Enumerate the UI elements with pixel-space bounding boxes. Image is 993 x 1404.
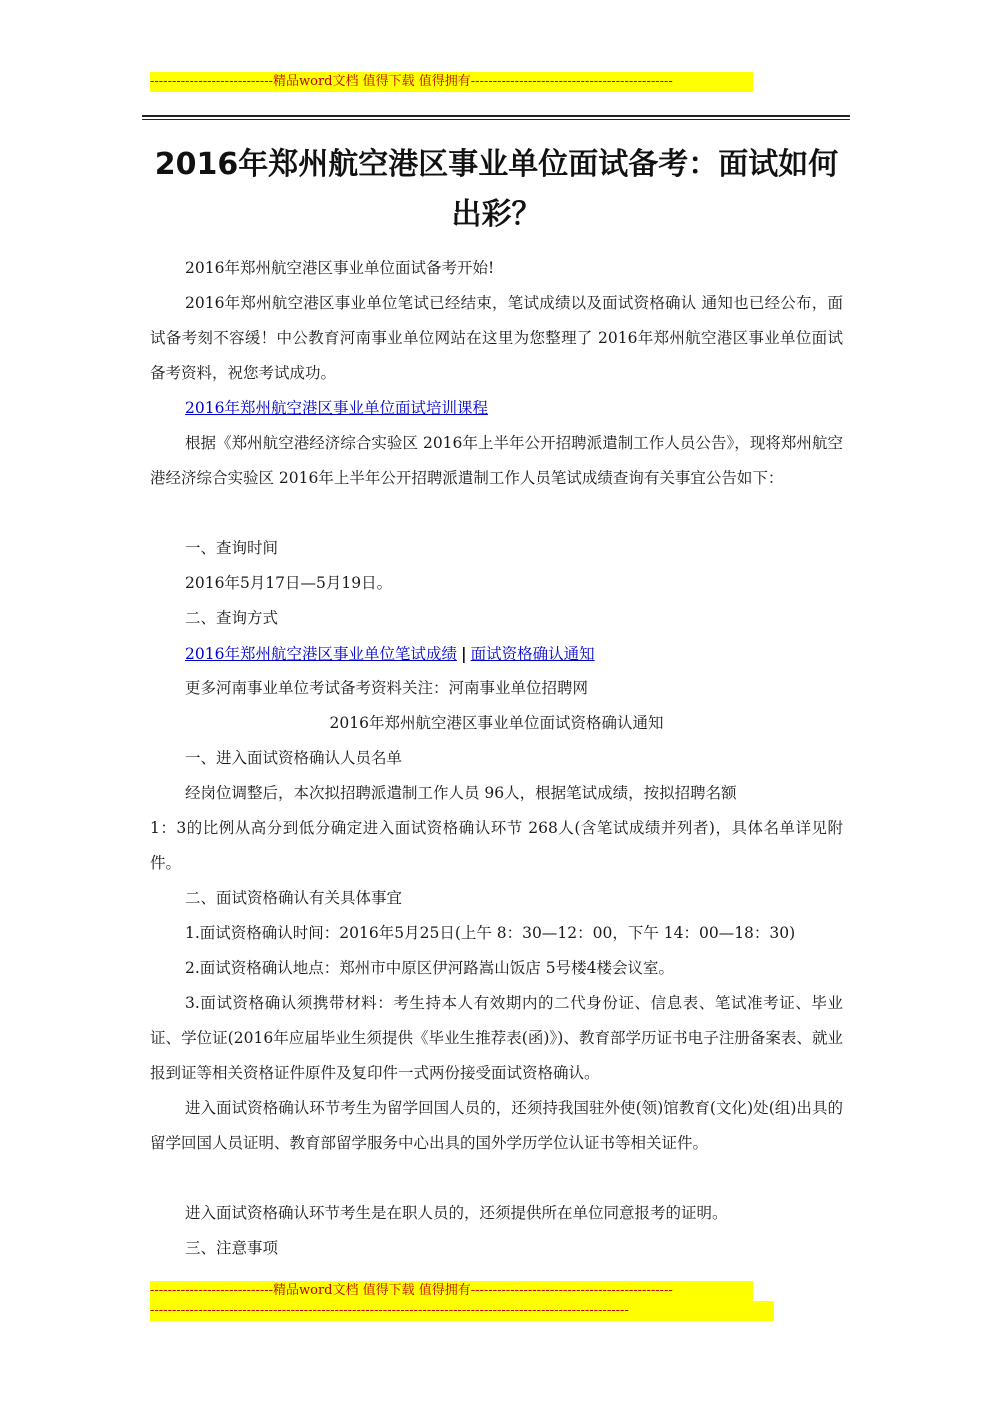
section-heading-query-method: 二、查询方式: [185, 609, 279, 627]
training-course-link[interactable]: 2016年郑州航空港区事业单位面试培训课程: [185, 399, 488, 417]
link-separator: |: [460, 644, 467, 663]
background-paragraph: 2016年郑州航空港区事业单位笔试已经结束，笔试成绩以及面试资格确认 通知也已经公布，面试备考刻不容缓！中公教育河南事业单位网站在这里为您整理了 2016年郑州航空港区事业单位面试备考资料，祝您考试成功。: [150, 294, 843, 382]
footer-dash-line: -------------------------------------------------------------------------------------------------------------: [150, 1301, 774, 1321]
query-links-line: [150, 636, 843, 672]
exam-score-link[interactable]: 2016年郑州航空港区事业单位笔试成绩: [185, 645, 457, 663]
returnee-paragraph: 进入面试资格确认环节考生为留学回国人员的，还须持我国驻外使(领)馆教育(文化)处(组)出具的留学回国人员证明、教育部留学服务中心出具的国外学历学位认证书等相关证件。: [150, 1099, 843, 1152]
candidate-list-paragraph-a: 经岗位调整后，本次拟招聘派遣制工作人员 96人，根据笔试成绩，按拟招聘名额: [185, 784, 737, 802]
query-time-value: 2016年5月17日—5月19日。: [185, 574, 393, 592]
confirmation-location: 2.面试资格确认地点：郑州市中原区伊河路嵩山饭店 5号楼4楼会议室。: [185, 959, 674, 977]
candidate-list-paragraph-b: 1：3的比例从高分到低分确定进入面试资格确认环节 268人(含笔试成绩并列者)，具体名单详见附件。: [150, 819, 843, 872]
document-title: 2016年郑州航空港区事业单位面试备考：面试如何出彩？: [154, 147, 839, 232]
more-resources-paragraph: 更多河南事业单位考试备考资料关注：河南事业单位招聘网: [185, 679, 589, 697]
header-rule-thick: [142, 115, 850, 117]
announcement-paragraph: 根据《郑州航空港经济综合实验区 2016年上半年公开招聘派遣制工作人员公告》，现将郑州航空港经济综合实验区 2016年上半年公开招聘派遣制工作人员笔试成绩查询有关事宜公告如下：: [150, 434, 843, 487]
section-heading-details: 二、面试资格确认有关具体事宜: [185, 889, 403, 907]
footer-banner: ----------------------------精品word文档 值得下载 值得拥有----------------------------------------------: [150, 1281, 753, 1301]
header-banner: ----------------------------精品word文档 值得下载 值得拥有----------------------------------------------: [150, 72, 753, 92]
notice-subtitle: 2016年郑州航空港区事业单位面试资格确认通知: [329, 714, 664, 732]
employed-candidate-paragraph: 进入面试资格确认环节考生是在职人员的，还须提供所在单位同意报考的证明。: [185, 1204, 728, 1222]
confirmation-time: 1.面试资格确认时间：2016年5月25日(上午 8：30—12：00，下午 14：00—18：30): [185, 924, 796, 942]
header-rule-thin: [142, 119, 850, 120]
required-materials-paragraph: 3.面试资格确认须携带材料：考生持本人有效期内的二代身份证、信息表、笔试准考证、毕业证、学位证(2016年应届毕业生须提供《毕业生推荐表(函)》)、教育部学历证书电子注册备案表、就业报到证等相关资格证件原件及复印件一式两份接受面试资格确认。: [150, 994, 843, 1082]
training-link-line: [150, 391, 843, 426]
interview-notice-link[interactable]: 面试资格确认通知: [470, 645, 595, 663]
section-heading-query-time: 一、查询时间: [185, 539, 279, 557]
section-heading-candidate-list: 一、进入面试资格确认人员名单: [185, 749, 403, 767]
section-heading-notes: 三、注意事项: [185, 1239, 279, 1257]
intro-paragraph: 2016年郑州航空港区事业单位面试备考开始!: [185, 259, 495, 277]
